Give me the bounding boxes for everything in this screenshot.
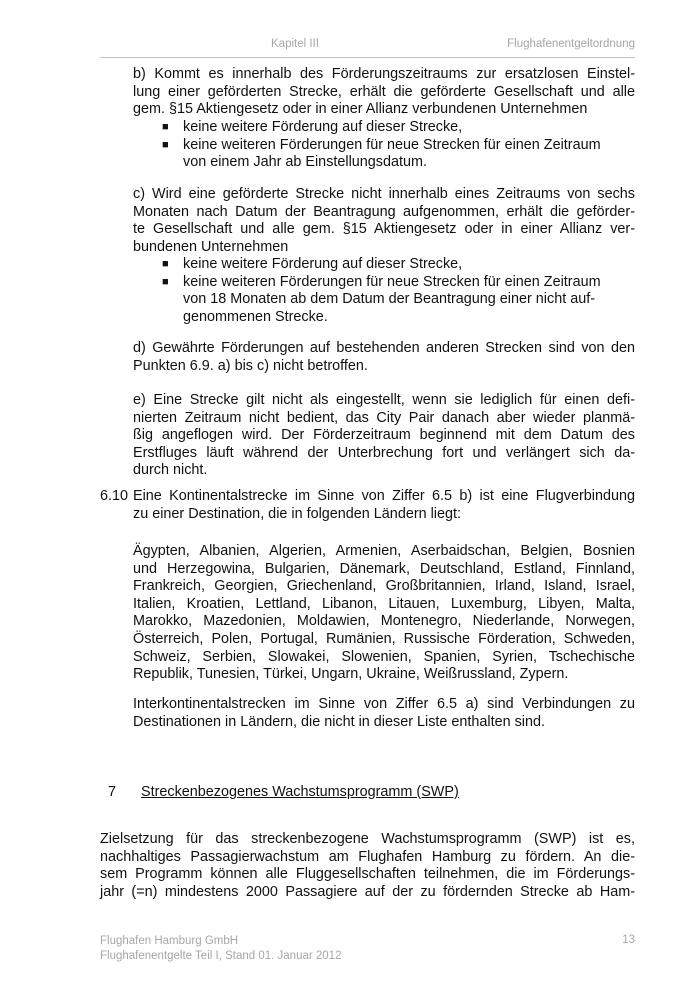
bullet-list-b	[162, 119, 635, 172]
paragraph-b	[133, 66, 635, 119]
text-line: Interkontinentalstrecken im Sinne von Ziffer 6.5 a) sind Verbindungen zu	[133, 696, 635, 712]
bullet-square-icon: ■	[162, 275, 169, 288]
footer-company: Flughafen Hamburg GmbH	[100, 935, 239, 947]
text-line: zu einer Destination, die in folgenden Ländern liegt:	[133, 505, 462, 522]
text-line: lung einer geförderten Strecke, erhält die geförderte Gesellschaft und alle	[133, 83, 635, 100]
header-chapter: Kapitel III	[271, 38, 319, 50]
text-line: jahr (=n) mindestens 2000 Passagiere auf der zu fördernden Strecke ab Ham-	[100, 883, 635, 900]
bullet-square-icon: ■	[162, 121, 169, 133]
text-line: Punkten 6.9. a) bis c) nicht betroffen.	[133, 357, 368, 374]
text-line: keine weitere Förderung auf dieser Strecke,	[183, 119, 463, 135]
bullet-square-icon: ■	[162, 138, 169, 151]
paragraph-c	[133, 186, 635, 256]
text-line: Eine Kontinentalstrecke im Sinne von Ziffer 6.5 b) ist eine Flugverbindung	[133, 488, 635, 504]
list-item	[162, 274, 635, 327]
text-line: ßig angeflogen wird. Der Förderzeitraum beginnend mit dem Datum des	[133, 427, 635, 444]
text-line: Schweiz, Serbien, Slowakei, Slowenien, Spanien, Syrien, Tschechische	[133, 648, 635, 665]
running-header	[100, 38, 635, 58]
text-line: Österreich, Polen, Portugal, Rumänien, Russische Förderation, Schweden,	[133, 630, 635, 647]
text-line: te Gesellschaft und alle gem. §15 Aktiengesetz oder in einer Allianz ver-	[133, 221, 635, 238]
paragraph-d	[133, 340, 635, 375]
bullet-square-icon: ■	[162, 258, 169, 270]
text-line: keine weitere Förderung auf dieser Strecke,	[183, 256, 463, 272]
text-line: durch nicht.	[133, 462, 208, 479]
text-line: von 18 Monaten ab dem Datum der Beantragung einer nicht auf-	[183, 291, 595, 308]
text-line: Marokko, Mazedonien, Moldawien, Montenegro, Niederlande, Norwegen,	[133, 613, 635, 630]
section-6-10-intro	[133, 488, 635, 523]
text-line: bundenen Unternehmen	[133, 238, 289, 255]
bullet-list-c	[162, 256, 635, 326]
text-line: Destinationen in Ländern, die nicht in dieser Liste enthalten sind.	[133, 713, 546, 730]
section-7-number: 7	[108, 784, 117, 800]
list-item	[162, 137, 635, 172]
text-line: b) Kommt es innerhalb des Förderungszeitraums zur ersatzlosen Einstel-	[133, 66, 635, 82]
header-title: Flughafenentgeltordnung	[507, 38, 635, 50]
header-divider	[100, 57, 635, 58]
text-line: nachhaltiges Passagierwachstum am Flughafen Hamburg zu fördern. An die-	[100, 848, 635, 865]
list-item	[162, 256, 635, 274]
text-line: Ägypten, Albanien, Algerien, Armenien, Aserbaidschan, Belgien, Bosnien	[133, 543, 635, 559]
country-list	[133, 543, 635, 684]
list-item	[162, 119, 635, 137]
text-line: keine weiteren Förderungen für neue Strecken für einen Zeitraum	[183, 136, 601, 153]
text-line: Republik, Tunesien, Türkei, Ungarn, Ukraine, Weißrussland, Zypern.	[133, 666, 569, 683]
text-line: Monaten nach Datum der Beantragung aufgenommen, erhält die geförder-	[133, 203, 635, 220]
footer	[100, 934, 341, 964]
text-line: Italien, Kroatien, Lettland, Libanon, Litauen, Luxemburg, Libyen, Malta,	[133, 595, 635, 612]
text-line: d) Gewährte Förderungen auf bestehenden anderen Strecken sind von den	[133, 340, 635, 356]
text-line: Erstfluges läuft während der Unterbrechung fort und verlängert sich da-	[133, 444, 635, 461]
footer-document: Flughafenentgelte Teil I, Stand 01. Januar 2012	[100, 950, 342, 962]
text-line: von einem Jahr ab Einstellungsdatum.	[183, 154, 427, 171]
text-line: gem. §15 Aktiengesetz oder in einer Allianz verbundenen Unternehmen	[133, 101, 588, 118]
text-line: nierten Zeitraum nicht bedient, das City Pair danach aber wieder planmä-	[133, 409, 635, 426]
text-line: sem Programm können alle Fluggesellschaften teilnehmen, die im Förderungs-	[100, 866, 635, 883]
text-line: genommenen Strecke.	[183, 308, 328, 325]
paragraph-e	[133, 392, 635, 480]
text-line: Frankreich, Georgien, Griechenland, Großbritannien, Irland, Island, Israel,	[133, 578, 635, 595]
section-number: 6.10	[100, 488, 129, 504]
section-7-title: Streckenbezogenes Wachstumsprogramm (SWP)	[141, 784, 459, 800]
section-7-body	[100, 831, 635, 901]
text-line: e) Eine Strecke gilt nicht als eingestellt, wenn sie lediglich für einen defi-	[133, 392, 635, 408]
page-number: 13	[622, 934, 635, 946]
text-line: Zielsetzung für das streckenbezogene Wachstumsprogramm (SWP) ist es,	[100, 831, 635, 847]
text-line: keine weiteren Förderungen für neue Strecken für einen Zeitraum	[183, 273, 601, 290]
text-line: c) Wird eine geförderte Strecke nicht innerhalb eines Zeitraums von sechs	[133, 186, 635, 202]
text-line: und Herzegowina, Bulgarien, Dänemark, Deutschland, Estland, Finnland,	[133, 560, 635, 577]
intercontinental-paragraph	[133, 696, 635, 731]
